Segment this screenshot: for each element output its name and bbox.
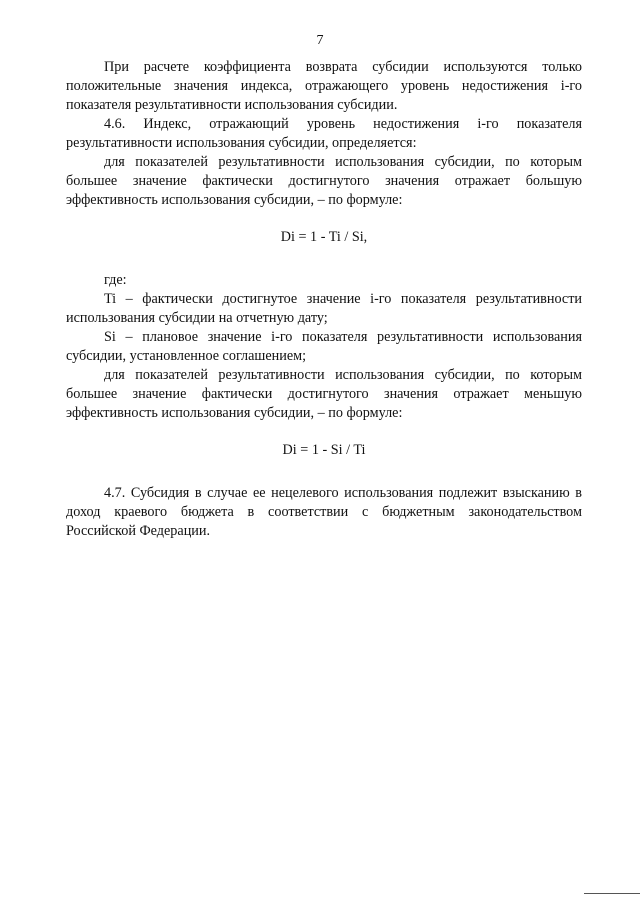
document-body [66,58,582,541]
paragraph-4-6: 4.6. Индекс, отражающий уровень недостижения i-го показателя результативности использования субсидии, определяется: [66,116,582,151]
paragraph-greater-better: для показателей результативности использования субсидии, по которым большее значение фактически достигнутого значения отражает большую эффективность использования субсидии, – по формуле: [66,154,582,208]
footer-rule [584,893,640,894]
paragraph-return-coefficient: При расчете коэффициента возврата субсидии используются только положительные значения индекса, отражающего уровень недостижения i-го показателя результативности использования субсидии. [66,59,582,113]
page-number: 7 [316,33,324,48]
formula-di-si-ti: Di = 1 - Si / Ti [282,442,366,458]
where-label: где: [104,272,127,288]
si-definition: Si – плановое значение i-го показателя результативности использования субсидии, установленное соглашением; [66,329,582,364]
paragraph-greater-worse: для показателей результативности использования субсидии, по которым большее значение фактически достигнутого значения отражает меньшую эффективность использования субсидии, – по формуле: [66,367,582,421]
ti-definition: Ti – фактически достигнутое значение i-го показателя результативности использования субсидии на отчетную дату; [66,291,582,326]
paragraph-4-7: 4.7. Субсидия в случае ее нецелевого использования подлежит взысканию в доход краевого бюджета в соответствии с бюджетным законодательством Российской Федерации. [66,485,582,539]
formula-di-ti-si: Di = 1 - Ti / Si, [280,229,368,245]
